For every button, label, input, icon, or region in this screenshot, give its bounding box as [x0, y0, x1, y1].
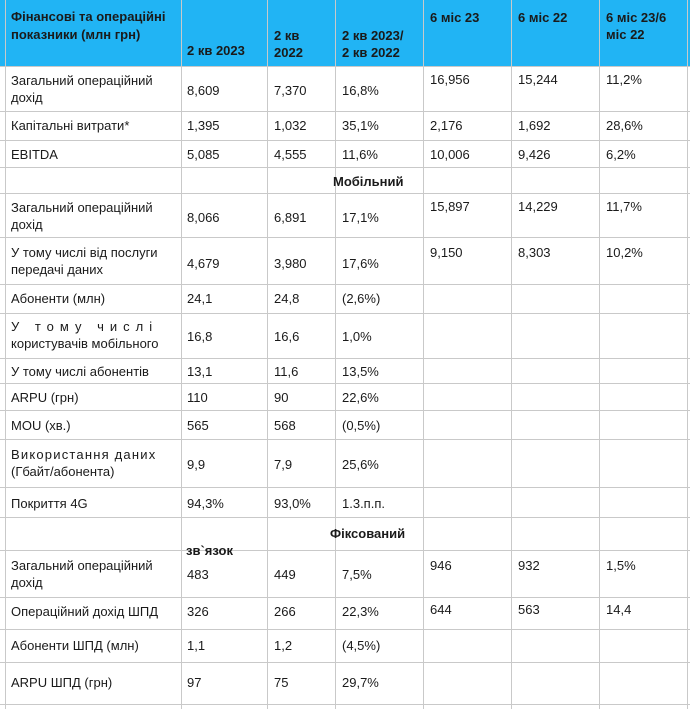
grid-line [599, 0, 600, 709]
row-label-cont: користувачів мобільного [11, 336, 159, 351]
cell-q2-2023: 4,679 [187, 256, 220, 271]
cell-q2-2022: 24,8 [274, 291, 300, 306]
cell-6m-23: 16,956 [430, 72, 470, 87]
row-label: ARPU (грн) [11, 390, 79, 405]
grid-line [0, 410, 690, 411]
cell-q2-2022: 1,032 [274, 118, 307, 133]
header-indicators-line2: показники (млн грн) [11, 27, 141, 42]
grid-line [0, 193, 690, 194]
header-indicators-line1: Фінансові та операційні [11, 9, 166, 24]
row-label: Використання даних [11, 447, 157, 462]
cell-q-ratio: 17,6% [342, 256, 379, 271]
cell-q2-2022: 7,370 [274, 83, 307, 98]
cell-q2-2022: 4,555 [274, 147, 307, 162]
grid-line [0, 517, 690, 518]
row-label: Капітальні витрати* [11, 118, 130, 133]
grid-line [0, 383, 690, 384]
cell-q2-2023: 110 [187, 390, 208, 405]
row-label: Абоненти (млн) [11, 291, 106, 306]
cell-q-ratio: 16,8% [342, 83, 379, 98]
section-title-mobile: Мобільний [333, 174, 404, 189]
row-label: Абоненти ШПД (млн) [11, 638, 139, 653]
grid-line [0, 237, 690, 238]
grid-line [0, 167, 690, 168]
cell-q2-2023: 24,1 [187, 291, 213, 306]
row-label: У тому числі від послуги [11, 245, 158, 260]
cell-q-ratio: 11,6% [342, 147, 378, 162]
cell-q2-2023: 326 [187, 604, 209, 619]
header-q2-2023: 2 кв 2023 [187, 43, 245, 58]
cell-q2-2023: 97 [187, 675, 202, 690]
grid-line [335, 0, 336, 709]
row-label-cont: дохід [11, 90, 43, 105]
cell-6m-22: 8,303 [518, 245, 551, 260]
cell-q-ratio: 1.3.п.п. [342, 496, 385, 511]
row-label: Загальний операційний [11, 200, 153, 215]
grid-line [0, 662, 690, 663]
cell-q2-2022: 11,6 [274, 364, 299, 379]
header-6m-ratio-line2: міс 22 [606, 27, 645, 42]
header-q2-2022-line2: 2022 [274, 45, 303, 60]
cell-q2-2023: 483 [187, 567, 209, 582]
cell-6m-ratio: 1,5% [606, 558, 636, 573]
grid-line [687, 0, 688, 709]
cell-q2-2022: 6,891 [274, 210, 307, 225]
header-6m-ratio-line1: 6 міс 23/6 [606, 10, 667, 25]
cell-6m-23: 15,897 [430, 199, 470, 214]
grid-line [0, 550, 690, 551]
grid-line [0, 439, 690, 440]
cell-q-ratio: 22,6% [342, 390, 379, 405]
cell-q2-2022: 7,9 [274, 457, 293, 472]
cell-6m-23: 2,176 [430, 118, 463, 133]
cell-6m-ratio: 28,6% [606, 118, 643, 133]
cell-q-ratio: 29,7% [342, 675, 379, 690]
row-label: У тому числі абонентів [11, 364, 149, 379]
header-6m-23: 6 міс 23 [430, 10, 480, 25]
grid-line [267, 0, 268, 709]
grid-line [0, 629, 690, 630]
cell-6m-22: 14,229 [518, 199, 558, 214]
cell-q2-2023: 13,1 [187, 364, 213, 379]
cell-6m-22: 932 [518, 558, 540, 573]
cell-q-ratio: 1,0% [342, 329, 372, 344]
row-label-cont: дохід [11, 217, 43, 232]
grid-line [0, 313, 690, 314]
cell-q2-2023: 9,9 [187, 457, 206, 472]
cell-6m-ratio: 6,2% [606, 147, 636, 162]
cell-q2-2023: 565 [187, 418, 209, 433]
grid-line [5, 0, 6, 709]
grid-line [0, 66, 690, 67]
cell-q-ratio: 17,1% [342, 210, 379, 225]
cell-q2-2023: 16,8 [187, 329, 213, 344]
row-label: У тому числі [11, 319, 159, 334]
row-label: Покриття 4G [11, 496, 88, 511]
cell-6m-23: 644 [430, 602, 452, 617]
cell-q-ratio: (0,5%) [342, 418, 381, 433]
cell-6m-23: 946 [430, 558, 452, 573]
grid-line [511, 0, 512, 709]
cell-q2-2022: 93,0% [274, 496, 311, 511]
grid-line [0, 704, 690, 705]
cell-6m-ratio: 11,7% [606, 199, 642, 214]
cell-q-ratio: 25,6% [342, 457, 379, 472]
cell-q2-2022: 1,2 [274, 638, 293, 653]
header-6m-22: 6 міс 22 [518, 10, 568, 25]
cell-q2-2023: 5,085 [187, 147, 220, 162]
cell-q2-2022: 16,6 [274, 329, 300, 344]
header-q2-2022-text: 2 кв [274, 28, 300, 43]
row-label: ARPU ШПД (грн) [11, 675, 113, 690]
row-label: Операційний дохід ШПД [11, 604, 159, 619]
grid-line [0, 284, 690, 285]
grid-line [0, 111, 690, 112]
row-label-cont: передачі даних [11, 262, 104, 277]
cell-q2-2022: 266 [274, 604, 296, 619]
cell-6m-22: 15,244 [518, 72, 558, 87]
cell-q-ratio: 7,5% [342, 567, 372, 582]
grid-line [0, 140, 690, 141]
row-label: Загальний операційний [11, 558, 153, 573]
section-title-fixed: Фіксований [330, 526, 406, 541]
cell-6m-23: 10,006 [430, 147, 470, 162]
header-q-ratio-line1: 2 кв 2023/ [342, 28, 404, 43]
cell-q2-2022: 3,980 [274, 256, 307, 271]
cell-q2-2022: 568 [274, 418, 296, 433]
cell-6m-ratio: 11,2% [606, 72, 642, 87]
grid-line [0, 597, 690, 598]
cell-q2-2023: 94,3% [187, 496, 224, 511]
cell-q-ratio: (4,5%) [342, 638, 381, 653]
cell-6m-22: 9,426 [518, 147, 551, 162]
cell-6m-ratio: 10,2% [606, 245, 643, 260]
grid-line [423, 0, 424, 709]
cell-q2-2023: 8,066 [187, 210, 220, 225]
cell-q2-2022: 449 [274, 567, 296, 582]
row-label: Загальний операційний [11, 73, 153, 88]
cell-q2-2022: 75 [274, 675, 289, 690]
row-label-cont: дохід [11, 575, 43, 590]
header-q2-2022-line1 [274, 27, 329, 44]
cell-6m-22: 563 [518, 602, 540, 617]
cell-6m-22: 1,692 [518, 118, 551, 133]
cell-6m-ratio: 14,4 [606, 602, 632, 617]
cell-q-ratio: 13,5% [342, 364, 379, 379]
cell-q-ratio: (2,6%) [342, 291, 381, 306]
cell-q2-2022: 90 [274, 390, 289, 405]
cell-q-ratio: 35,1% [342, 118, 379, 133]
grid-line [0, 358, 690, 359]
row-label-cont: (Гбайт/абонента) [11, 464, 115, 479]
cell-q2-2023: 8,609 [187, 83, 220, 98]
row-label: MOU (хв.) [11, 418, 71, 433]
header-q-ratio-line2: 2 кв 2022 [342, 45, 400, 60]
section-title-fixed-cont: зв`язок [186, 543, 233, 558]
cell-q2-2023: 1,395 [187, 118, 220, 133]
cell-q2-2023: 1,1 [187, 638, 206, 653]
grid-line [181, 0, 182, 709]
cell-q-ratio: 22,3% [342, 604, 379, 619]
row-label: EBITDA [11, 147, 58, 162]
grid-line [0, 487, 690, 488]
cell-6m-23: 9,150 [430, 245, 463, 260]
